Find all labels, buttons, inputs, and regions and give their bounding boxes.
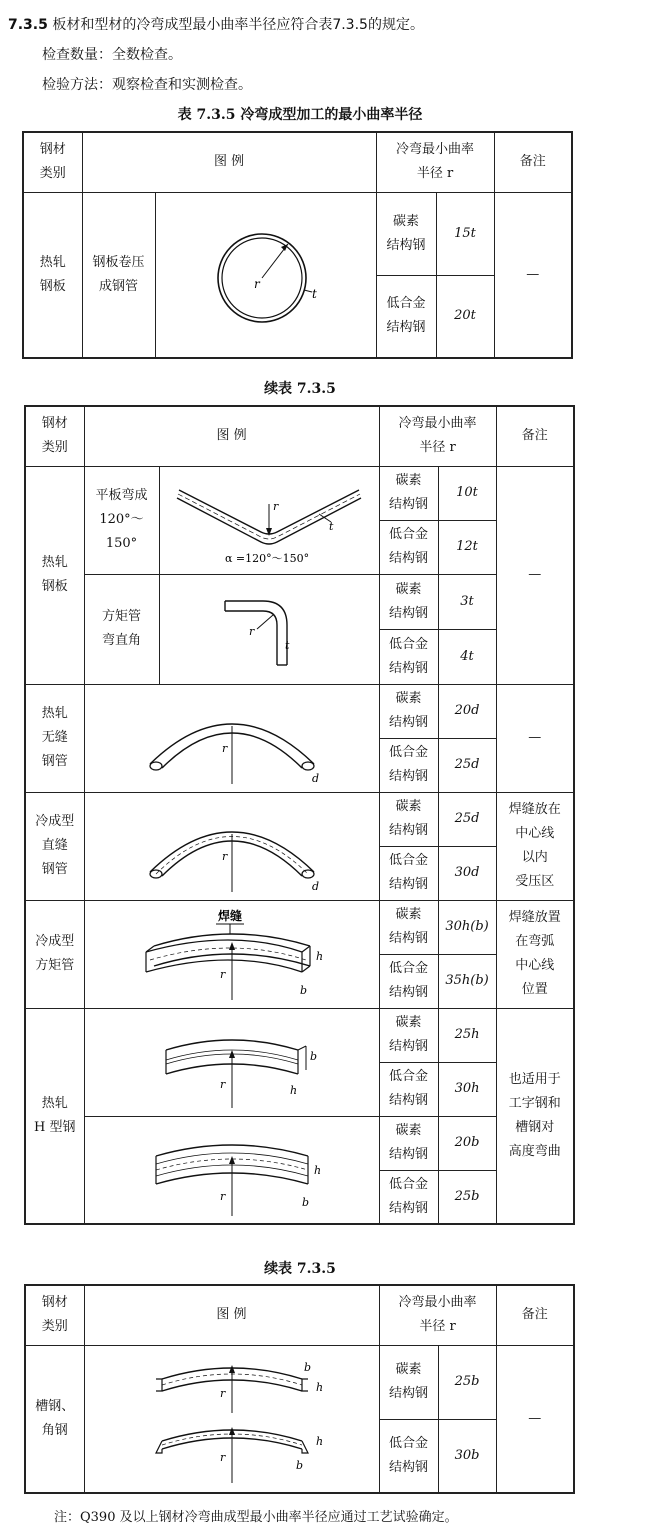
figure-rect-bend	[159, 574, 379, 684]
svg-text:d: d	[311, 772, 319, 785]
steel-alloy: 低合金 结构钢	[379, 629, 438, 684]
remark-cell: 焊缝放在 中心线 以内 受压区	[496, 792, 574, 900]
steel-carbon: 碳素 结构钢	[379, 574, 438, 629]
radius-value: 25b	[438, 1170, 496, 1224]
straight-seam-pipe-diagram	[132, 796, 332, 896]
table-row	[25, 466, 574, 520]
svg-text:t: t	[311, 286, 317, 301]
figure-straight-seam-pipe	[84, 792, 379, 900]
svg-text:r: r	[219, 1189, 225, 1203]
figure-h-beam-strong	[84, 1116, 379, 1224]
header-radius: 冷弯最小曲率 半径 r	[379, 1285, 496, 1345]
table3	[24, 1284, 575, 1494]
steel-alloy: 低合金 结构钢	[379, 520, 438, 574]
remark-dash: —	[494, 192, 572, 358]
svg-text:r: r	[221, 850, 227, 863]
clause-text: 板材和型材的冷弯成型最小曲率半径应符合表7.3.5的规定。	[47, 17, 424, 33]
svg-text:d: d	[311, 880, 319, 893]
radius-value: 15t	[436, 192, 494, 275]
channel-angle-diagram	[132, 1349, 332, 1489]
radius-value: 3t	[438, 574, 496, 629]
radius-value: 20t	[436, 275, 494, 358]
rolled-pipe-diagram	[176, 200, 356, 350]
svg-text:b: b	[295, 1458, 303, 1472]
clause-number: 7.3.5	[8, 17, 48, 33]
svg-text:t: t	[285, 639, 290, 652]
steel-alloy: 低合金 结构钢	[376, 275, 436, 358]
svg-text:r: r	[273, 500, 279, 513]
table-row	[25, 574, 574, 629]
svg-text:r: r	[219, 1450, 225, 1464]
process-cell: 方矩管 弯直角	[84, 574, 159, 684]
remark-dash: —	[496, 1345, 574, 1493]
table-row	[25, 900, 574, 954]
rect-bend-diagram	[169, 579, 369, 679]
figure-cold-rect-tube	[84, 900, 379, 1008]
header-radius: 冷弯最小曲率 半径 r	[379, 406, 496, 466]
process-cell: 钢板卷压 成钢管	[82, 192, 155, 358]
radius-value: 30h	[438, 1062, 496, 1116]
svg-text:r: r	[219, 968, 225, 981]
radius-value: 10t	[438, 466, 496, 520]
material-cell: 槽钢、 角钢	[25, 1345, 84, 1493]
svg-text:h: h	[315, 1434, 323, 1448]
steel-carbon: 碳素 结构钢	[379, 1116, 438, 1170]
figure-channel-angle	[84, 1345, 379, 1493]
table-row	[23, 192, 572, 275]
material-cell: 冷成型 方矩管	[25, 900, 84, 1008]
steel-carbon: 碳素 结构钢	[376, 192, 436, 275]
table-row	[25, 1008, 574, 1062]
radius-value: 25d	[438, 792, 496, 846]
steel-carbon: 碳素 结构钢	[379, 466, 438, 520]
h-beam-weak-diagram	[132, 1012, 332, 1112]
steel-alloy: 低合金 结构钢	[379, 1419, 438, 1493]
steel-alloy: 低合金 结构钢	[379, 738, 438, 792]
radius-value: 4t	[438, 629, 496, 684]
svg-text:b: b	[301, 1195, 309, 1209]
svg-text:r: r	[253, 276, 260, 291]
radius-value: 12t	[438, 520, 496, 574]
figure-h-beam-weak	[84, 1008, 379, 1116]
radius-value: 20d	[438, 684, 496, 738]
svg-text:r: r	[219, 1386, 225, 1400]
clause-heading	[8, 14, 424, 34]
table-row	[25, 1345, 574, 1419]
table-note: 注：Q390 及以上钢材冷弯曲成型最小曲率半径应通过工艺试验确定。	[54, 1510, 458, 1525]
table2-caption: 续表 7.3.5	[264, 381, 336, 397]
steel-alloy: 低合金 结构钢	[379, 846, 438, 900]
cold-rect-tube-diagram	[132, 904, 332, 1004]
header-figure: 图 例	[82, 132, 376, 192]
process-cell: 平板弯成 120°～150°	[84, 466, 159, 574]
material-cell: 冷成型 直缝 钢管	[25, 792, 84, 900]
inspection-quantity: 检查数量：全数检查。	[42, 47, 182, 63]
svg-text:b: b	[303, 1360, 311, 1374]
header-material: 钢材 类别	[25, 406, 84, 466]
steel-carbon: 碳素 结构钢	[379, 792, 438, 846]
radius-value: 25d	[438, 738, 496, 792]
table1-caption: 表 7.3.5 冷弯成型加工的最小曲率半径	[177, 107, 423, 123]
table-row	[25, 792, 574, 846]
header-figure: 图 例	[84, 1285, 379, 1345]
header-remark: 备注	[496, 406, 574, 466]
svg-text:h: h	[289, 1084, 297, 1097]
material-cell: 热轧 钢板	[25, 466, 84, 684]
radius-value: 25b	[438, 1345, 496, 1419]
steel-alloy: 低合金 结构钢	[379, 1062, 438, 1116]
svg-text:r: r	[249, 625, 255, 638]
remark-dash: —	[496, 684, 574, 792]
header-figure: 图 例	[84, 406, 379, 466]
svg-text:h: h	[315, 1380, 323, 1394]
radius-value: 30h(b)	[438, 900, 496, 954]
table3-header-row	[25, 1285, 574, 1345]
svg-text:b: b	[299, 984, 307, 997]
steel-carbon: 碳素 结构钢	[379, 900, 438, 954]
header-radius: 冷弯最小曲率 半径 r	[376, 132, 494, 192]
header-material: 钢材 类别	[25, 1285, 84, 1345]
svg-text:h: h	[315, 950, 323, 963]
material-cell: 热轧 无缝 钢管	[25, 684, 84, 792]
header-remark: 备注	[496, 1285, 574, 1345]
h-beam-strong-diagram	[132, 1120, 332, 1220]
svg-text:h: h	[313, 1163, 321, 1177]
steel-alloy: 低合金 结构钢	[379, 1170, 438, 1224]
header-material: 钢材 类别	[23, 132, 82, 192]
inspection-method: 检验方法：观察检查和实测检查。	[42, 77, 252, 93]
remark-cell: 也适用于 工字钢和 槽钢对 高度弯曲	[496, 1008, 574, 1224]
figure-seamless-pipe	[84, 684, 379, 792]
table-row	[25, 1116, 574, 1170]
radius-value: 25h	[438, 1008, 496, 1062]
svg-text:r: r	[221, 742, 227, 755]
table1-header-row	[23, 132, 572, 192]
steel-carbon: 碳素 结构钢	[379, 1008, 438, 1062]
header-remark: 备注	[494, 132, 572, 192]
table3-caption: 续表 7.3.5	[264, 1261, 336, 1277]
material-cell: 热轧 H 型钢	[25, 1008, 84, 1224]
remark-cell: 焊缝放置 在弯弧 中心线 位置	[496, 900, 574, 1008]
radius-value: 20b	[438, 1116, 496, 1170]
table1	[22, 131, 573, 359]
steel-alloy: 低合金 结构钢	[379, 954, 438, 1008]
steel-carbon: 碳素 结构钢	[379, 1345, 438, 1419]
figure-flat-bend	[159, 466, 379, 574]
material-cell: 热轧 钢板	[23, 192, 82, 358]
figure-pipe	[155, 192, 376, 358]
flat-bend-diagram	[169, 470, 369, 570]
table2-header-row	[25, 406, 574, 466]
remark-dash: —	[496, 466, 574, 684]
svg-text:r: r	[219, 1078, 225, 1091]
svg-text:b: b	[309, 1050, 317, 1063]
radius-value: 35h(b)	[438, 954, 496, 1008]
angle-label: α =120°～150°	[225, 552, 310, 565]
radius-value: 30d	[438, 846, 496, 900]
weld-label: 焊缝	[217, 909, 242, 923]
table2	[24, 405, 575, 1225]
steel-carbon: 碳素 结构钢	[379, 684, 438, 738]
svg-text:t: t	[329, 520, 334, 533]
table-row	[25, 684, 574, 738]
radius-value: 30b	[438, 1419, 496, 1493]
seamless-pipe-diagram	[132, 688, 332, 788]
